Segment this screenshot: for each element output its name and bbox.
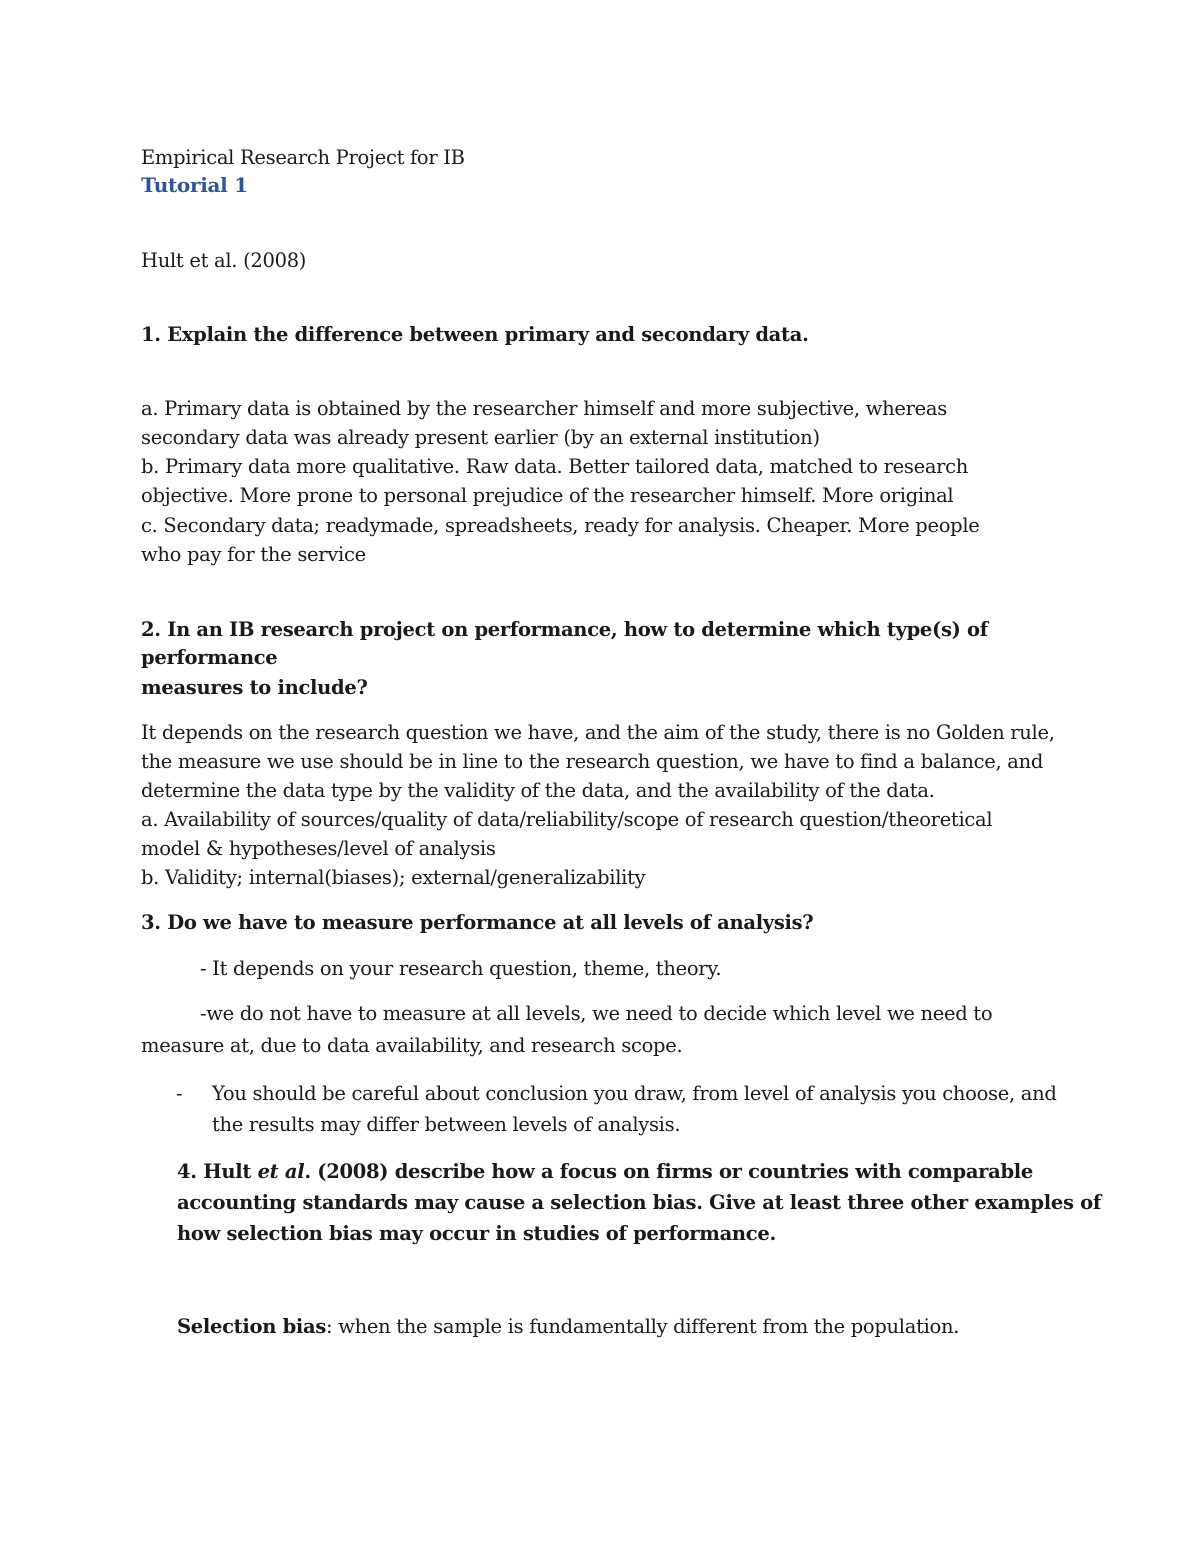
selection-bias-definition [177,1312,959,1341]
question-4-line: accounting standards may cause a selection bias. Give at least three other examples of [177,1191,1101,1214]
question-1: 1. Explain the difference between primary and secondary data. [141,323,809,346]
q1-answer-line: b. Primary data more qualitative. Raw data. Better tailored data, matched to research [141,455,969,478]
q3-bullet-line: You should be careful about conclusion you draw, from level of analysis you choose, and [212,1082,1057,1105]
question-2-line: performance [141,646,278,669]
q2-answer-line: a. Availability of sources/quality of data/reliability/scope of research question/theoretical [141,808,993,831]
q4-italic: et al [257,1160,305,1183]
q3-bullet-line: the results may differ between levels of analysis. [212,1113,681,1136]
q1-answer-line: a. Primary data is obtained by the researcher himself and more subjective, whereas [141,397,947,420]
q3-answer-2-line: -we do not have to measure at all levels, we need to decide which level we need to [200,1002,993,1025]
reference-line: Hult et al. (2008) [141,249,307,272]
bullet-dash: - [176,1082,183,1105]
q2-answer-line: b. Validity; internal(biases); external/generalizability [141,866,646,889]
q3-answer-1: - It depends on your research question, theme, theory. [200,957,722,980]
q3-answer-2-line: measure at, due to data availability, and research scope. [141,1034,683,1057]
q1-answer-line: who pay for the service [141,543,366,566]
document-title: Empirical Research Project for IB [141,146,465,169]
question-4-line [177,1157,1033,1186]
q2-answer-line: the measure we use should be in line to the research question, we have to find a balance, and [141,750,1044,773]
selection-bias-text: : when the sample is fundamentally different from the population. [326,1315,960,1338]
question-2-line: 2. In an IB research project on performance, how to determine which type(s) of [141,618,988,641]
q1-answer-line: secondary data was already present earlier (by an external institution) [141,426,820,449]
question-4-line: how selection bias may occur in studies of performance. [177,1222,776,1245]
question-2-line: measures to include? [141,676,368,699]
q2-answer-line: It depends on the research question we have, and the aim of the study, there is no Golden rule, [141,721,1055,744]
q2-answer-line: determine the data type by the validity of the data, and the availability of the data. [141,779,935,802]
selection-bias-term: Selection bias [177,1315,327,1338]
question-3: 3. Do we have to measure performance at all levels of analysis? [141,911,814,934]
q1-answer-line: c. Secondary data; readymade, spreadsheets, ready for analysis. Cheaper. More people [141,514,980,537]
q4-prefix: 4. Hult [177,1160,258,1183]
q4-suffix: . (2008) describe how a focus on firms or countries with comparable [304,1160,1034,1183]
document-subtitle: Tutorial 1 [141,173,248,197]
q1-answer-line: objective. More prone to personal prejudice of the researcher himself. More original [141,484,954,507]
q2-answer-line: model & hypotheses/level of analysis [141,837,496,860]
